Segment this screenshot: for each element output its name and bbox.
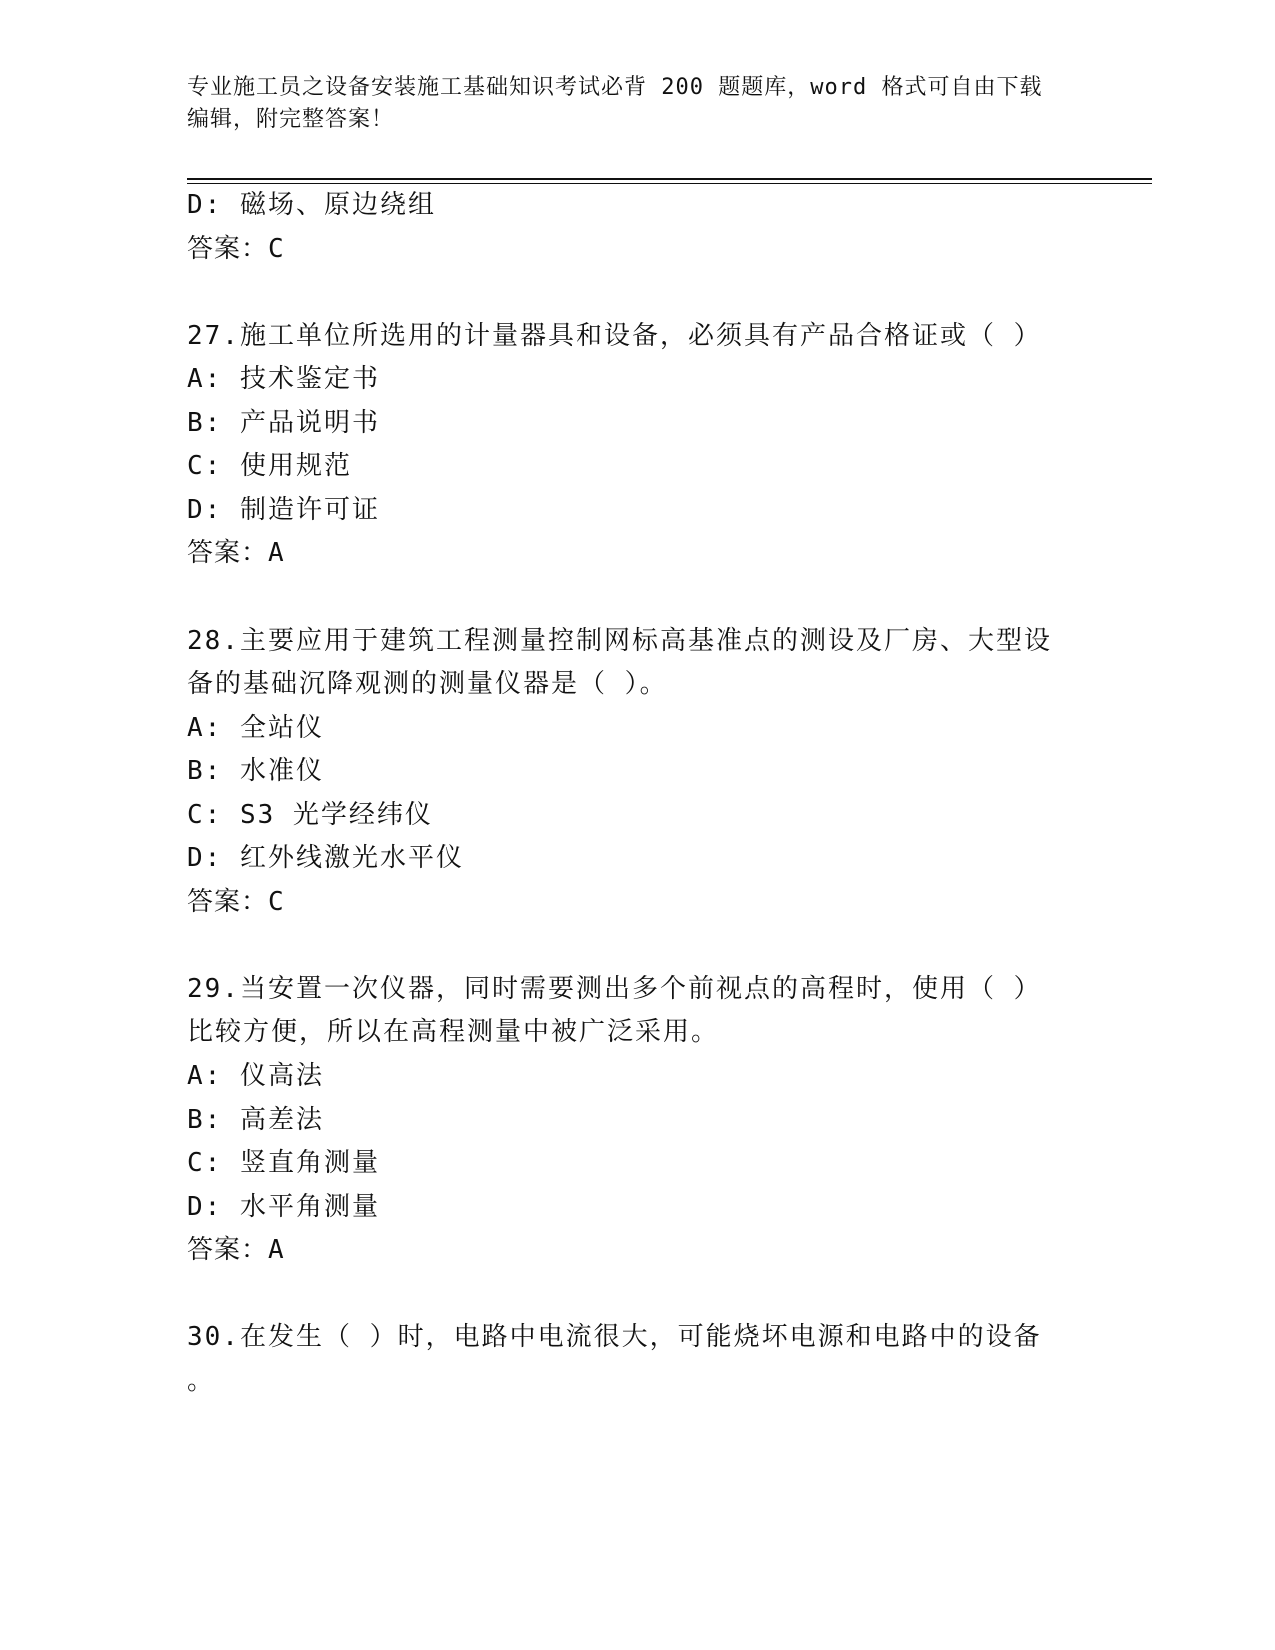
q29-stem-line-1: 29.当安置一次仪器，同时需要测出多个前视点的高程时，使用（ ） [187,974,1042,1004]
q29-option-a: A: 仪高法 [187,1061,324,1091]
q30-stem-line-1: 30.在发生（ ）时，电路中电流很大，可能烧坏电源和电路中的设备 [187,1322,1042,1352]
header-rule-thin [187,183,1152,184]
q27-stem: 27.施工单位所选用的计量器具和设备，必须具有产品合格证或（ ） [187,321,1042,351]
header-line-1: 专业施工员之设备安装施工基础知识考试必背 200 题题库，word 格式可自由下载 [187,75,1043,100]
q28-stem-line-2: 备的基础沉降观测的测量仪器是（ ）。 [187,669,668,699]
q27-option-a: A: 技术鉴定书 [187,364,380,394]
q28-option-a: A: 全站仪 [187,713,324,743]
q28-stem-line-1: 28.主要应用于建筑工程测量控制网标高基准点的测设及厂房、大型设 [187,626,1052,656]
document-header [187,72,1087,136]
header-line-2: 编辑，附完整答案！ [187,107,395,132]
q27-option-b: B: 产品说明书 [187,408,380,438]
q29-option-c: C: 竖直角测量 [187,1148,380,1178]
q29-option-b: B: 高差法 [187,1105,324,1135]
q29-answer: 答案：A [187,1235,285,1265]
prev-option-d: D: 磁场、原边绕组 [187,190,436,220]
q30-stem-line-2: 。 [187,1366,216,1396]
q27-answer: 答案：A [187,538,285,568]
q27-option-c: C: 使用规范 [187,451,352,481]
header-rule-thick [187,178,1152,180]
q28-option-d: D: 红外线激光水平仪 [187,843,464,873]
q28-option-b: B: 水准仪 [187,756,324,786]
q28-answer: 答案：C [187,887,285,917]
q28-option-c: C: S3 光学经纬仪 [187,800,433,830]
q27-option-d: D: 制造许可证 [187,495,380,525]
q29-option-d: D: 水平角测量 [187,1192,380,1222]
q29-stem-line-2: 比较方便，所以在高程测量中被广泛采用。 [187,1017,720,1047]
prev-answer: 答案：C [187,234,285,264]
